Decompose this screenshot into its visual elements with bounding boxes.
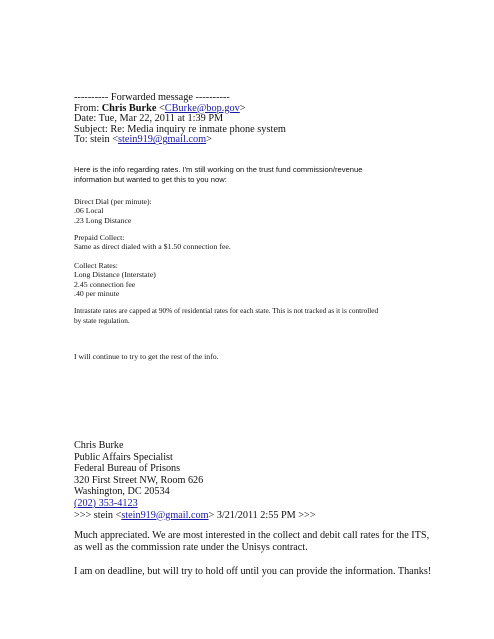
to-email-link[interactable]: stein919@gmail.com	[118, 134, 207, 146]
prepaid-title: Prepaid Collect:	[74, 233, 125, 242]
date-line: Date: Tue, Mar 22, 2011 at 1:39 PM	[74, 113, 224, 125]
direct-dial-section: Direct Dial (per minute): .06 Local .23 Long Distance	[74, 197, 152, 225]
continue-line: I will continue to try to get the rest of the info.	[74, 352, 219, 361]
forwarded-banner: ---------- Forwarded message ----------	[74, 92, 230, 103]
from-email-link[interactable]: CBurke@bop.gov	[164, 102, 240, 114]
subject-line: Subject: Re: Media inquiry re inmate phone system	[74, 123, 286, 135]
intro-paragraph: Here is the info regarding rates. I'm still working on the trust fund commission/revenue information but wanted to get this to you now:	[74, 165, 363, 184]
collect-title: Collect Rates:	[74, 261, 118, 270]
to-line: To: stein <stein919@gmail.com>	[74, 134, 212, 146]
signature-block	[74, 440, 315, 521]
reply-paragraph: Much appreciated. We are most interested in the collect and debit call rates for the ITS, as well as the commission rate under the Unisys contract.	[74, 530, 430, 554]
quote-line: >>> stein <stein919@gmail.com> 3/21/2011 2:55 PM >>>	[74, 509, 316, 521]
quote-email-link[interactable]: stein919@gmail.com	[121, 509, 209, 521]
direct-dial-title: Direct Dial (per minute):	[74, 197, 152, 206]
prepaid-section: Prepaid Collect: Same as direct dialed with a $1.50 connection fee.	[74, 233, 231, 252]
sig-name: Chris Burke	[74, 440, 124, 451]
forwarded-header	[74, 93, 286, 146]
from-line: From: Chris Burke <CBurke@bop.gov>	[74, 102, 246, 114]
collect-section: Collect Rates: Long Distance (Interstate) 2.45 connection fee .40 per minute	[74, 261, 156, 299]
intrastate-note: Intrastate rates are capped at 90% of residential rates for each state. This is not tracked as it is controlled by state regulation.	[74, 306, 379, 325]
sig-phone-link[interactable]: (202) 353-4123	[74, 497, 138, 509]
sig-title: Public Affairs Specialist	[74, 451, 173, 463]
sig-org: Federal Bureau of Prisons	[74, 463, 181, 475]
sig-address: 320 First Street NW, Room 626	[74, 474, 204, 486]
sig-city: Washington, DC 20534	[74, 486, 170, 498]
deadline-line: I am on deadline, but will try to hold off until you can provide the information. Thanks!	[74, 566, 432, 577]
from-name: Chris Burke	[101, 102, 157, 114]
